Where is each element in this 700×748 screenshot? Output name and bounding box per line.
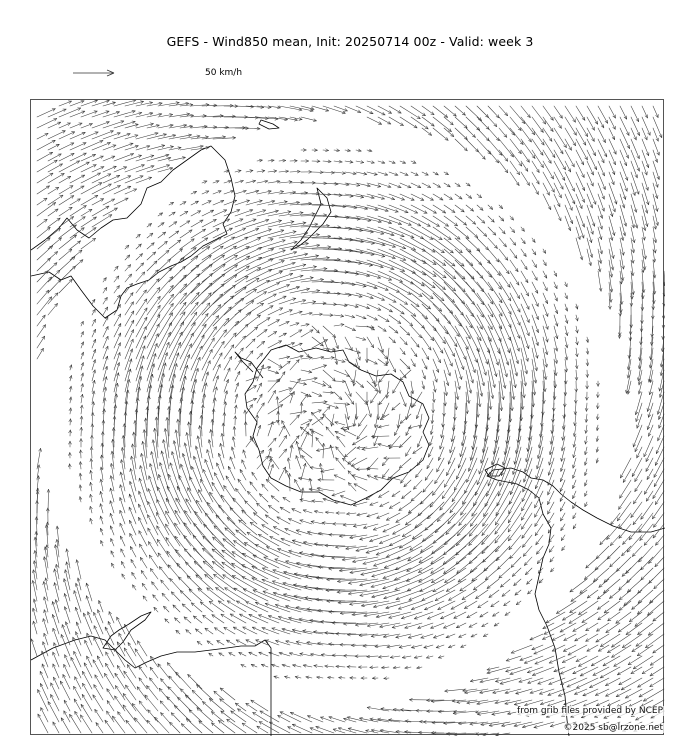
wind-vectors [31,100,665,736]
madagascar-coastline [103,612,151,650]
new-zealand-coastline [291,188,331,250]
africa-coastline [31,636,271,736]
copyright-credit: ©2025 sb@lrzone.net [563,723,663,733]
wind-map-canvas [31,100,665,736]
legend-label: 50 km/h [205,68,243,78]
south-america-coastline [31,146,235,318]
wind-reference-arrow-icon [72,67,122,79]
page-title: GEFS - Wind850 mean, Init: 20250714 00z - Valid: week 3 [166,34,534,49]
antarctica-coastline [245,345,429,505]
wind-map [30,99,664,735]
falkland-islands-coastline [259,120,279,129]
data-source-credit: from grib files provided by NCEP [517,706,663,716]
antarctic-peninsula-coastline [235,352,263,378]
